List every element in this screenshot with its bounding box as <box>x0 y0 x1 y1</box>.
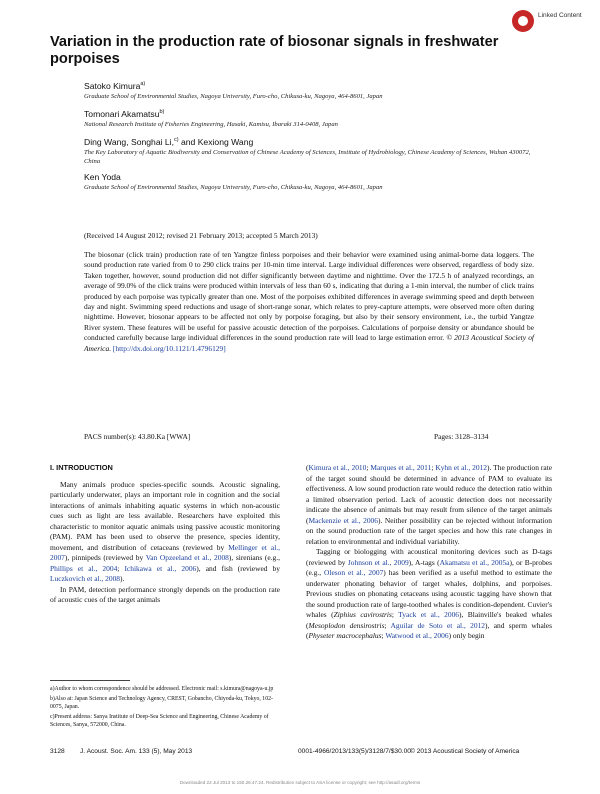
author-block <box>84 79 544 101</box>
footnote: b)Also at: Japan Science and Technology Agency, CREST, Gobancho, Chiyoda-ku, Tokyo, 102-0075, Japan. <box>50 696 273 710</box>
author-name: Ding Wang, Songhai Li,$^{c)}$ and Kexiong Wang <box>84 136 254 147</box>
author-affiliation: The Key Laboratory of Aquatic Biodiversity and Conservation of Chinese Academy of Sciences, Institute of Hydrobiology, Chinese Academy of Sciences, Wuhan 430072, China <box>84 148 531 165</box>
received-dates: (Received 14 August 2012; revised 21 February 2013; accepted 5 March 2013) <box>84 231 318 240</box>
citation-link[interactable]: Marques et al., 2011 <box>370 463 432 472</box>
author-footnote-mark[interactable]: a) <box>140 81 146 87</box>
abstract-text: The biosonar (click train) production rate of ten Yangtze finless porpoises and their behavior were examined using animal-borne data loggers. The sound production rate varied from 0 to 290 click trains per 10-min time interval. Large individual differences were observed, regardless of body size. Taken together, however, sound production did not differ significantly between daytime and nighttime. Over the 172.5 h of analyzed recordings, an average of 99.0% of the click trains were produced within intervals of less than 60 s, indicating that during a 1-min interval, the number of click trains produced by each porpoise was typically greater than one. Most of the porpoises exhibited differences in average swimming speed and depth between day and night. Swimming speed reductions and usage of short-range sonar, which relates to prey-capture attempts, were observed more often during nighttime. However, biosonar appears to be affected not only by porpoise foraging, but also by their sensory environment, i.e., the turbid Yangtze River system. These features will be useful for passive acoustic detection of the porpoises. Calculations of porpoise density or abundance should be conducted carefully because large individual differences in the sound production rate will lead to large estimation error. <box>84 250 534 343</box>
author-name: Satoko Kimura$^{a)}$ <box>84 80 146 91</box>
author-block <box>84 172 544 192</box>
author-footnote-mark[interactable]: c) <box>173 136 179 143</box>
right-column <box>306 463 552 642</box>
left-column <box>50 463 280 606</box>
author-list <box>84 79 544 198</box>
citation-link[interactable]: Akamatsu et al., 2005a <box>439 557 510 567</box>
citation-link[interactable]: Luczkovich et al., 2008 <box>50 574 121 583</box>
journal-citation: J. Acoust. Soc. Am. 133 (5), May 2013 <box>80 748 193 755</box>
citation-link[interactable]: Kyhn et al., 2012 <box>435 463 488 472</box>
author-block <box>84 135 544 166</box>
citation-link[interactable]: Oleson et al., 2007 <box>324 568 384 577</box>
article-code: 0001-4966/2013/133(5)/3128/7/$30.00 <box>298 748 411 755</box>
species-name: Mesoplodon densirostris <box>308 620 385 630</box>
article-title: Variation in the production rate of biosonar signals in freshwater porpoises <box>50 34 499 67</box>
pacs-numbers: PACS number(s): 43.80.Ka [WWA] <box>84 432 191 441</box>
citation-link[interactable]: Watwood et al., 2006 <box>385 631 449 640</box>
crossmark-icon <box>512 10 534 32</box>
crossmark-logo[interactable] <box>512 8 592 36</box>
download-notice: Downloaded 22 Jul 2013 to 150.26.47.24. Redistribution subject to ASA license or copyright; see http://asadl.org/terms <box>179 780 421 785</box>
citation-link[interactable]: Phillips et al., 2004 <box>50 563 118 573</box>
citation-link[interactable]: Mackenzie et al., 2006 <box>308 515 378 525</box>
paragraph: In PAM, detection performance strongly depends on the production rate of acoustic cues of the target animals <box>50 584 280 604</box>
page-range: Pages: 3128–3134 <box>434 432 489 441</box>
author-name: Tomonari Akamatsu$^{b)}$ <box>84 108 165 119</box>
page-number: 3128 <box>50 748 65 755</box>
footnotes <box>50 685 280 731</box>
citation-link[interactable]: Kimura et al., 2010 <box>308 463 367 472</box>
page-footer <box>50 748 570 760</box>
paragraph: Many animals produce species-specific sounds. Acoustic signaling, particularly underwater, plays an important role in cognition and the social interactions of animals inhabiting aquatic systems in which non-acoustic cues such as light are less available. Researchers have exploited this characteristic to monitor aquatic animals using passive acoustic monitoring (PAM). PAM has been used to observe the presence, species identity, movement, and distribution of cetaceans (reviewed by Mellinger et al., 2007), pinnipeds (reviewed by Van Opzeeland et al., 2008), sirenians (e.g., Phillips et al., 2004; Ichikawa et al., 2006), and fish (reviewed by Luczkovich et al., 2008). <box>50 479 280 583</box>
section-heading: I. INTRODUCTION <box>50 463 113 472</box>
abstract-copyright: © 2013 Acoustical Society of America. <box>84 333 534 353</box>
author-affiliation: Graduate School of Environmental Studies, Nagoya University, Furo-cho, Chikusa-ku, Nagoya, 464-8601, Japan <box>84 92 383 100</box>
author-block <box>84 107 544 129</box>
footnote-divider <box>50 680 130 681</box>
author-affiliation: National Research Institute of Fisheries Engineering, Hasaki, Kamisu, Ibaraki 314-0408, Japan <box>84 120 338 128</box>
author-footnote-mark[interactable]: b) <box>159 108 165 115</box>
footer-copyright: © 2013 Acoustical Society of America <box>410 748 520 755</box>
paragraph: Tagging or biologging with acoustical monitoring devices such as D-tags (reviewed by Johnson et al., 2009), A-tags (Akamatsu et al., 2005a), or B-probes (e.g., Oleson et al., 2007) has been verified as a useful method to estimate the underwater phonating behavior of target whales, dolphins, and porpoises. Previous studies on phonating cetaceans using acoustic tagging have shown that the sound production rate of large-toothed whales is condition-dependent. Cuvier's whales (Ziphius cavirostris; Tyack et al., 2006), Blainville's beaked whales (Mesoplodon densirostris; Aguilar de Soto et al., 2012), and sperm whales (Physeter macrocephalus; Watwood et al., 2006) only begin <box>306 547 553 640</box>
doi-link[interactable]: [http://dx.doi.org/10.1121/1.4796129] <box>112 343 226 353</box>
citation-link[interactable]: Ichikawa et al., 2006 <box>124 563 197 573</box>
abstract <box>84 250 534 354</box>
author-affiliation: Graduate School of Environmental Studies, Nagoya University, Furo-cho, Chikusa-ku, Nagoya, 464-8601, Japan <box>84 183 383 191</box>
logo-text: Linked Content <box>538 12 582 19</box>
species-name: Ziphius cavirostris <box>333 610 392 619</box>
citation-link[interactable]: Johnson et al., 2009 <box>347 557 409 567</box>
paragraph: (Kimura et al., 2010; Marques et al., 2011; Kyhn et al., 2012). The production rate of the target sound should be determined in advance of PAM to evaluate its effectiveness. A low sound production rate would reduce the detection ratio within a limited observation period. Lack of acoustic detection does not necessarily indicate the absence of animals but may result from silence of the target animals (Mackenzie et al., 2006). Neither possibility can be rejected without information on the sound production rate of the target species and how this rate changes in relation to environmental and individual variability. <box>306 463 552 546</box>
footnote: c)Present address: Sanya Institute of Deep-Sea Science and Engineering, Chinese Academy of Sciences, Sanya, 572000, China. <box>50 714 269 728</box>
citation-link[interactable]: Mellinger et al., 2007 <box>50 542 280 562</box>
citation-link[interactable]: Tyack et al., 2006 <box>398 610 460 619</box>
footnote: a)Author to whom correspondence should be addressed. Electronic mail: s.kimura@nagoya-u.jp <box>50 686 274 692</box>
citation-link[interactable]: Aguilar de Soto et al., 2012 <box>390 620 486 630</box>
species-name: Physeter macrocephalus <box>308 631 382 640</box>
citation-link[interactable]: Van Opzeeland et al., 2008 <box>145 553 229 562</box>
author-name: Ken Yoda <box>84 171 121 182</box>
